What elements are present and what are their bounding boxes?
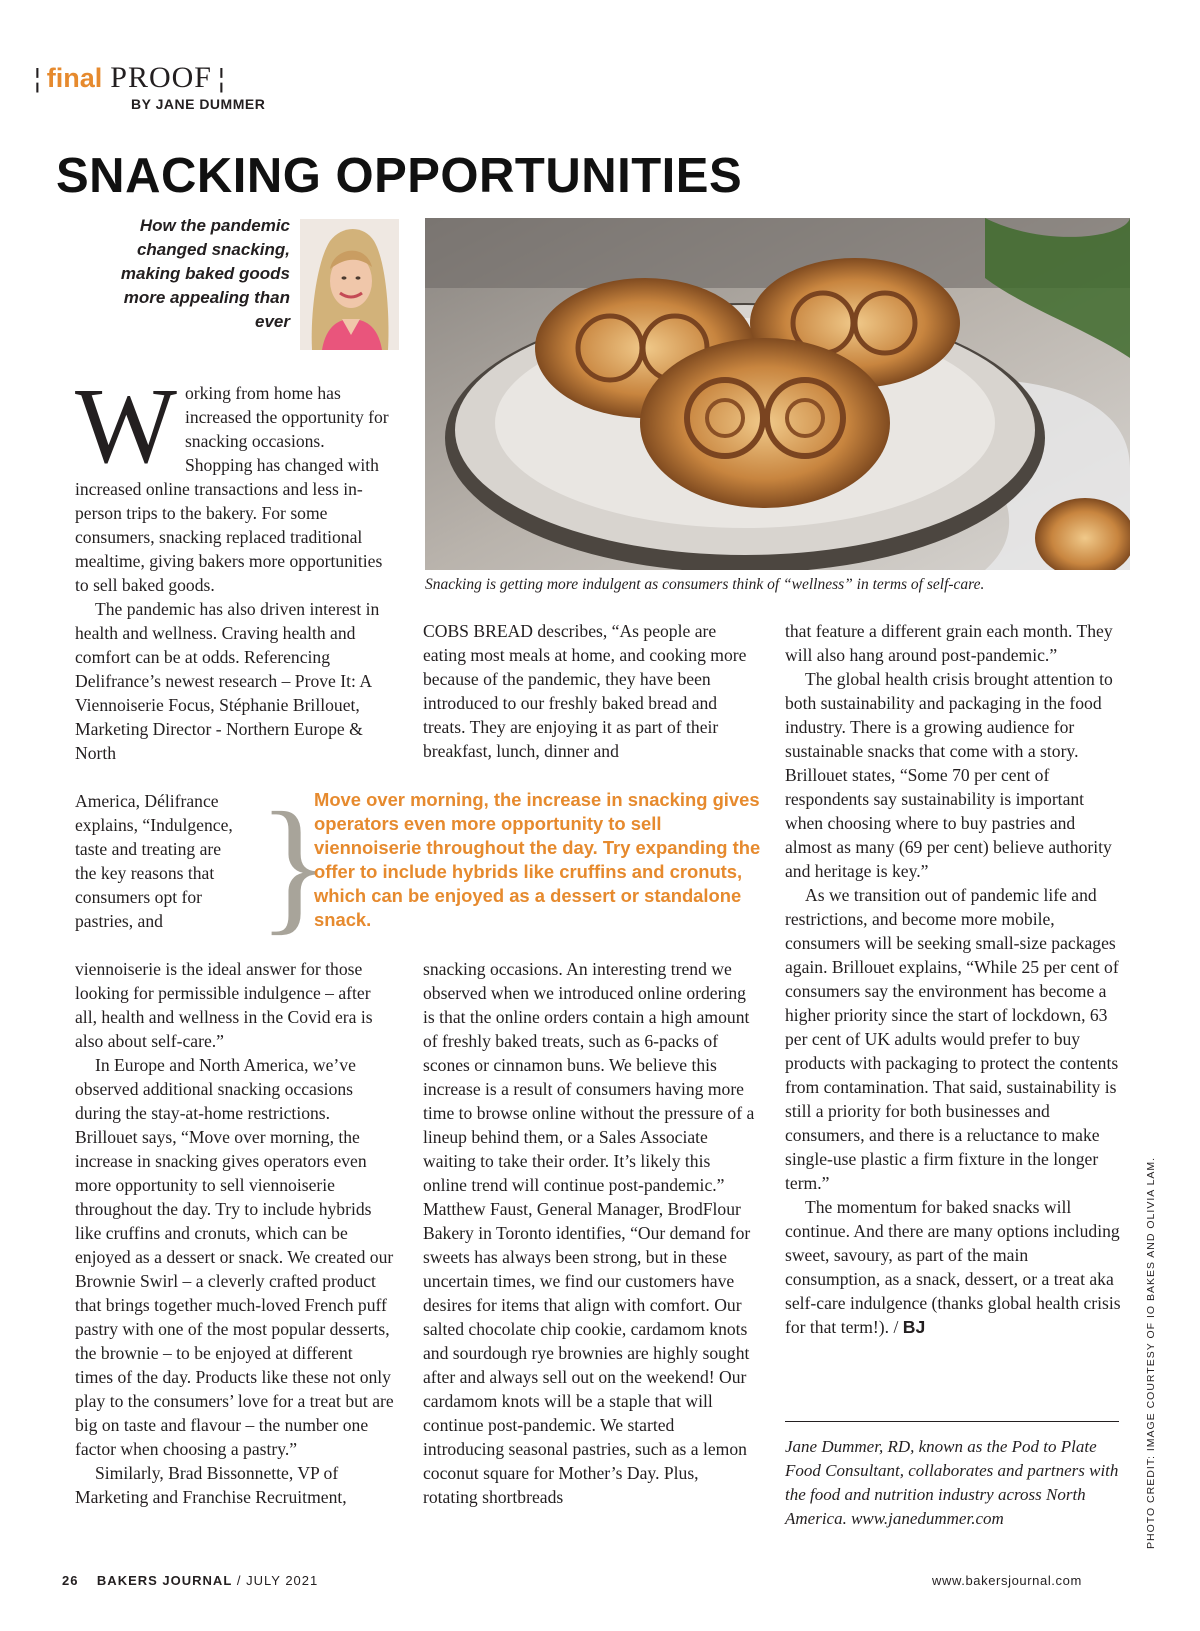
column-1-top xyxy=(75,367,395,765)
body-paragraph: COBS BREAD describes, “As people are eating most meals at home, and cooking more because of the pandemic, they have been introduced to our freshly baked bread and treats. They are enjoying it as part of their breakfast, lunch, dinner and xyxy=(423,621,747,761)
pullquote-brace: } xyxy=(258,782,330,948)
column-2-bottom xyxy=(423,957,755,1509)
column-2-top xyxy=(423,619,755,763)
hero-photo-palmiers xyxy=(425,218,1130,570)
end-mark: BJ xyxy=(902,1317,926,1337)
byline: BY JANE DUMMER xyxy=(131,96,266,112)
body-paragraph: In Europe and North America, we’ve observed additional snacking occasions during the stay-at-home restrictions. Brillouet says, “Move over morning, the increase in snacking gives operators even more opportunity to sell viennoiserie throughout the day. Try to include hybrids like cruffins and cronuts, which can be enjoyed as a dessert or snack. We created our Brownie Swirl – a cleverly crafted product that brings together much-loved French puff pastry with one of the most popular desserts, the brownie – to be enjoyed at different times of the day. Products like these not only play to the consumers’ love for a treat but are big on taste and flavour – the number one factor when choosing a pastry.” xyxy=(75,1055,394,1459)
body-paragraph: that feature a different grain each month. They will also hang around post-pandemic.” xyxy=(785,621,1113,665)
body-paragraph: The global health crisis brought attention to both sustainability and packaging in the food industry. There is a growing audience for sustainable snacks that come with a story. Brillouet states, “Some 70 per cent of respondents say sustainability is important when choosing where to buy pastries and almost as many (69 per cent) believe authority and heritage is key.” xyxy=(785,669,1113,881)
publication-name: BAKERS JOURNAL xyxy=(96,1573,233,1588)
body-paragraph: viennoiserie is the ideal answer for those looking for permissible indulgence – after all, health and wellness in the Covid era is also about self-care.” xyxy=(75,959,373,1051)
page-title: SNACKING OPPORTUNITIES xyxy=(56,149,743,203)
author-photo xyxy=(300,219,399,350)
pullquote: Move over morning, the increase in snacking gives operators even more opportunity to sell viennoiserie throughout the day. Try expanding the offer to include hybrids like cruffins and cronuts, which can be enjoyed as a dessert or standalone snack. xyxy=(314,789,761,930)
column-1-narrow xyxy=(75,789,245,933)
section-tag xyxy=(34,58,225,98)
folio xyxy=(62,1573,318,1588)
page-number: 26 xyxy=(62,1573,79,1588)
section-tag-proof: PROOF xyxy=(110,61,212,94)
author-bio: Jane Dummer, RD, known as the Pod to Plate Food Consultant, collaborates and partners with the food and nutrition industry across North America. www.janedummer.com xyxy=(785,1437,1119,1528)
website-url: www.bakersjournal.com xyxy=(932,1573,1082,1588)
photo-credit: PHOTO CREDIT: IMAGE COURTESY OF IO BAKES AND OLIVIA LAM. xyxy=(1145,1156,1157,1549)
drop-cap: W xyxy=(75,367,177,486)
column-1-bottom xyxy=(75,957,395,1509)
body-paragraph: snacking occasions. An interesting trend we observed when we introduced online ordering is that the online orders contain a high amount of freshly baked treats, such as 6-packs of scones or cinnamon buns. We believe this increase is a result of consumers having more time to browse online without the pressure of a lineup behind them, or a Sales Associate waiting to take their order. It’s likely this online trend will continue post-pandemic.” Matthew Faust, General Manager, BrodFlour Bakery in Toronto identifies, “Our demand for sweets has always been strong, but in these uncertain times, we find our customers have desires for items that align with comfort. Our salted chocolate chip cookie, cardamom knots and sourdough rye brownies are highly sought after and always sell out on the weekend! Our cardamom knots will be a staple that will continue post-pandemic. We started introducing seasonal pastries, such as a lemon coconut square for Mother’s Day. Plus, rotating shortbreads xyxy=(423,959,755,1507)
column-3 xyxy=(785,619,1125,1339)
bio-divider xyxy=(785,1421,1119,1422)
body-paragraph: America, Délifrance explains, “Indulgence, taste and treating are the key reasons that consumers opt for pastries, and xyxy=(75,791,233,931)
body-paragraph: The pandemic has also driven interest in health and wellness. Craving health and comfort can be at odds. Referencing Delifrance’s newest research – Prove It: A Viennoiserie Focus, Stéphanie Brillouet, Marketing Director - Northern Europe & North xyxy=(75,599,380,763)
section-tag-divider-left: ¦ xyxy=(34,62,41,93)
body-paragraph: orking from home has increased the opportunity for snacking occasions. Shopping has changed with increased online transactions and less in-person trips to the bakery. For some consumers, snacking replaced traditional mealtime, giving bakers more opportunities to sell baked goods. xyxy=(75,383,389,595)
article-dek: How the pandemic changed snacking, making baked goods more appealing than ever xyxy=(120,216,290,331)
closing-text: The momentum for baked snacks will continue. And there are many options including sweet, savoury, as part of the main consumption, as a snack, dessert, or a treat aka self-care indulgence (thanks global health crisis for that term!). / xyxy=(785,1197,1121,1337)
section-tag-final: final xyxy=(46,62,103,93)
photo-caption: Snacking is getting more indulgent as consumers think of “wellness” in terms of self-care. xyxy=(425,576,985,593)
section-tag-divider-right: ¦ xyxy=(218,62,225,93)
body-paragraph: As we transition out of pandemic life and restrictions, and become more mobile, consumers will be seeking small-size packages again. Brillouet explains, “While 25 per cent of consumers say the environment has become a higher priority since the start of lockdown, 63 per cent of UK adults would prefer to buy products with packaging to protect the contents from contamination. That said, sustainability is still a priority for both businesses and consumers, and there is a reluctance to make single-use plastic a firm fixture in the longer term.” xyxy=(785,885,1119,1193)
body-paragraph xyxy=(785,1195,1125,1339)
issue-date: / JULY 2021 xyxy=(236,1573,319,1588)
body-paragraph: Similarly, Brad Bissonnette, VP of Marketing and Franchise Recruitment, xyxy=(75,1463,347,1507)
